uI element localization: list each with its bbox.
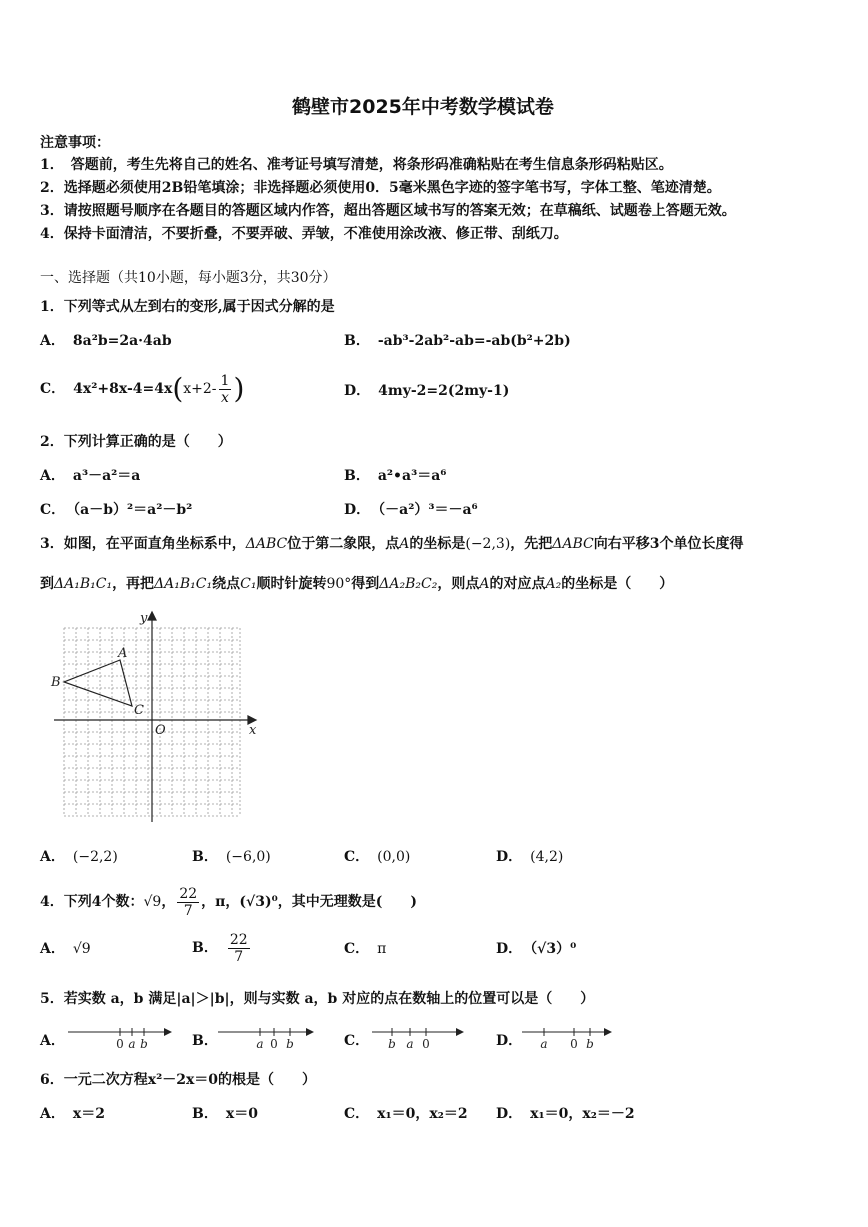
tick-label: 0 <box>570 1037 578 1050</box>
page-title: 鹤壁市2025年中考数学模试卷 <box>292 96 554 118</box>
section-heading: 一、选择题（共10小题，每小题3分，共30分） <box>40 270 337 286</box>
graph-label-b: B <box>51 675 61 690</box>
notice-heading: 注意事项： <box>40 135 110 151</box>
q1-option-b[interactable] <box>344 332 571 350</box>
q2-option-a[interactable] <box>40 467 140 485</box>
question-5-stem: 5．若实数 a，b 满足|a|＞|b|，则与实数 a，b 对应的点在数轴上的位置可以是（ ） <box>40 991 595 1007</box>
axes <box>54 612 256 822</box>
question-2-stem: 2．下列计算正确的是（ ） <box>40 434 232 450</box>
q4-option-b[interactable] <box>192 928 252 968</box>
q1-option-d[interactable] <box>344 382 509 400</box>
question-6-stem: 6．一元二次方程x²－2x＝0的根是（ ） <box>40 1072 317 1088</box>
option-label: A． <box>40 1106 65 1122</box>
q6-option-b[interactable] <box>192 1105 258 1123</box>
q2-option-b[interactable] <box>344 467 446 485</box>
option-text: （√3）⁰ <box>530 941 577 957</box>
tick-label: a <box>128 1037 136 1050</box>
graph-label-y: y <box>140 611 148 626</box>
option-label: B． <box>344 468 370 484</box>
option-label: A． <box>40 333 65 349</box>
option-label: D． <box>496 941 523 957</box>
q4-option-d[interactable] <box>496 940 576 958</box>
coordinate-grid-figure <box>48 608 268 828</box>
tick-label: 0 <box>422 1037 430 1050</box>
notice-item-2: 2．选择题必须使用2B铅笔填涂；非选择题必须使用0．5毫米黑色字迹的签字笔书写，字体工整、笔迹清楚。 <box>40 180 721 196</box>
q3-option-c[interactable] <box>344 848 410 866</box>
option-text: √9 <box>72 941 91 957</box>
option-text: （a－b）²＝a²－b² <box>73 502 193 518</box>
q4-option-a[interactable] <box>40 940 91 958</box>
option-label: A． <box>40 1033 65 1049</box>
option-label: C． <box>344 1106 370 1122</box>
paren-left: ( <box>172 372 184 405</box>
tick-label: b <box>140 1037 148 1050</box>
option-text: x＝0 <box>225 1106 258 1122</box>
graph-label-a: A <box>118 646 128 661</box>
option-label: D． <box>496 849 523 865</box>
option-text: (−2,2) <box>72 849 118 865</box>
option-label: C． <box>40 381 66 397</box>
q3-option-d[interactable] <box>496 848 563 866</box>
option-label: C． <box>40 502 66 518</box>
tick-label: b <box>586 1037 594 1050</box>
q4-option-c[interactable] <box>344 940 386 958</box>
option-text: -ab³-2ab²-ab=-ab(b²+2b) <box>377 333 571 349</box>
q6-option-d[interactable] <box>496 1105 635 1123</box>
question-4-stem: 4．下列4个数：√9， $\frac{22}{7}$ ，π，(√3)⁰，其中无理数是( ) <box>40 885 417 919</box>
graph-label-o: O <box>155 723 166 738</box>
q1-option-c[interactable] <box>40 368 244 410</box>
option-label: D． <box>496 1106 523 1122</box>
option-label: B． <box>192 849 218 865</box>
option-label: B． <box>192 1106 218 1122</box>
graph-label-x: x <box>249 723 257 738</box>
option-label: C． <box>344 1033 370 1049</box>
q5-number-line-d <box>520 1024 614 1050</box>
q5-number-line-a <box>66 1024 174 1050</box>
option-label: B． <box>344 333 370 349</box>
notice-item-3: 3．请按照题号顺序在各题目的答题区域内作答，超出答题区域书写的答案无效；在草稿纸、试题卷上答题无效。 <box>40 203 736 219</box>
tick-label: 0 <box>270 1037 278 1050</box>
option-text: x₁＝0，x₂＝2 <box>377 1106 468 1122</box>
option-label: D． <box>344 502 371 518</box>
option-text: 4x²+8x-4=4x <box>73 381 173 397</box>
option-text: 4my-2=2(2my-1) <box>378 383 510 399</box>
graph-label-c: C <box>134 703 144 718</box>
option-text: a³－a²＝a <box>72 468 141 484</box>
q6-option-a[interactable] <box>40 1105 105 1123</box>
tick-label: b <box>388 1037 396 1050</box>
question-3-line-1: 3．如图，在平面直角坐标系中，ΔABC位于第二象限，点A的坐标是(−2,3)，先把ΔABC向右平移3个单位长度得 <box>40 536 744 552</box>
question-3-line-2: 到ΔA₁B₁C₁，再把ΔA₁B₁C₁绕点C₁顺时针旋转90°得到ΔA₂B₂C₂，则点A的对应点A₂的坐标是（ ） <box>40 576 674 592</box>
tick-label: a <box>406 1037 414 1050</box>
fraction: $\frac{22}{7}$ <box>229 931 248 965</box>
option-label: C． <box>344 941 370 957</box>
option-label: B． <box>192 940 218 956</box>
tick-label: b <box>286 1037 294 1050</box>
q5-number-line-b <box>216 1024 316 1050</box>
option-label: D． <box>496 1033 523 1049</box>
option-text: x₁＝0，x₂＝－2 <box>530 1106 635 1122</box>
option-text: (4,2) <box>530 849 564 865</box>
option-text: x+2- <box>183 381 217 397</box>
triangle-abc <box>64 660 132 706</box>
option-text: (0,0) <box>377 849 411 865</box>
option-text: 8a²b=2a·4ab <box>72 333 172 349</box>
fraction: $\frac{1}{x}$ <box>220 372 230 406</box>
option-text: π <box>377 941 387 957</box>
question-1-stem: 1．下列等式从左到右的变形,属于因式分解的是 <box>40 299 335 315</box>
paren-right: ) <box>233 372 245 405</box>
notice-item-4: 4．保持卡面清洁，不要折叠，不要弄破、弄皱，不准使用涂改液、修正带、刮纸刀。 <box>40 226 568 242</box>
q1-option-a[interactable] <box>40 332 172 350</box>
q3-option-b[interactable] <box>192 848 271 866</box>
q3-option-a[interactable] <box>40 848 118 866</box>
option-label: A． <box>40 941 65 957</box>
option-text: （－a²）³＝－a⁶ <box>378 502 478 518</box>
tick-label: 0 <box>116 1037 124 1050</box>
q6-option-c[interactable] <box>344 1105 468 1123</box>
tick-label: a <box>256 1037 264 1050</box>
option-label: C． <box>344 849 370 865</box>
q2-option-c[interactable] <box>40 501 192 519</box>
fraction: $\frac{22}{7}$ <box>179 885 198 919</box>
option-label: D． <box>344 383 371 399</box>
q2-option-d[interactable] <box>344 501 478 519</box>
option-text: a²•a³＝a⁶ <box>377 468 447 484</box>
q5-number-line-c <box>370 1024 466 1050</box>
notice-item-1: 1． 答题前，考生先将自己的姓名、准考证号填写清楚，将条形码准确粘贴在考生信息条形码粘贴区。 <box>40 157 673 173</box>
tick-label: a <box>540 1037 548 1050</box>
option-label: A． <box>40 468 65 484</box>
option-text: (−6,0) <box>225 849 271 865</box>
option-label: B． <box>192 1033 218 1049</box>
option-text: x＝2 <box>72 1106 105 1122</box>
option-label: A． <box>40 849 65 865</box>
